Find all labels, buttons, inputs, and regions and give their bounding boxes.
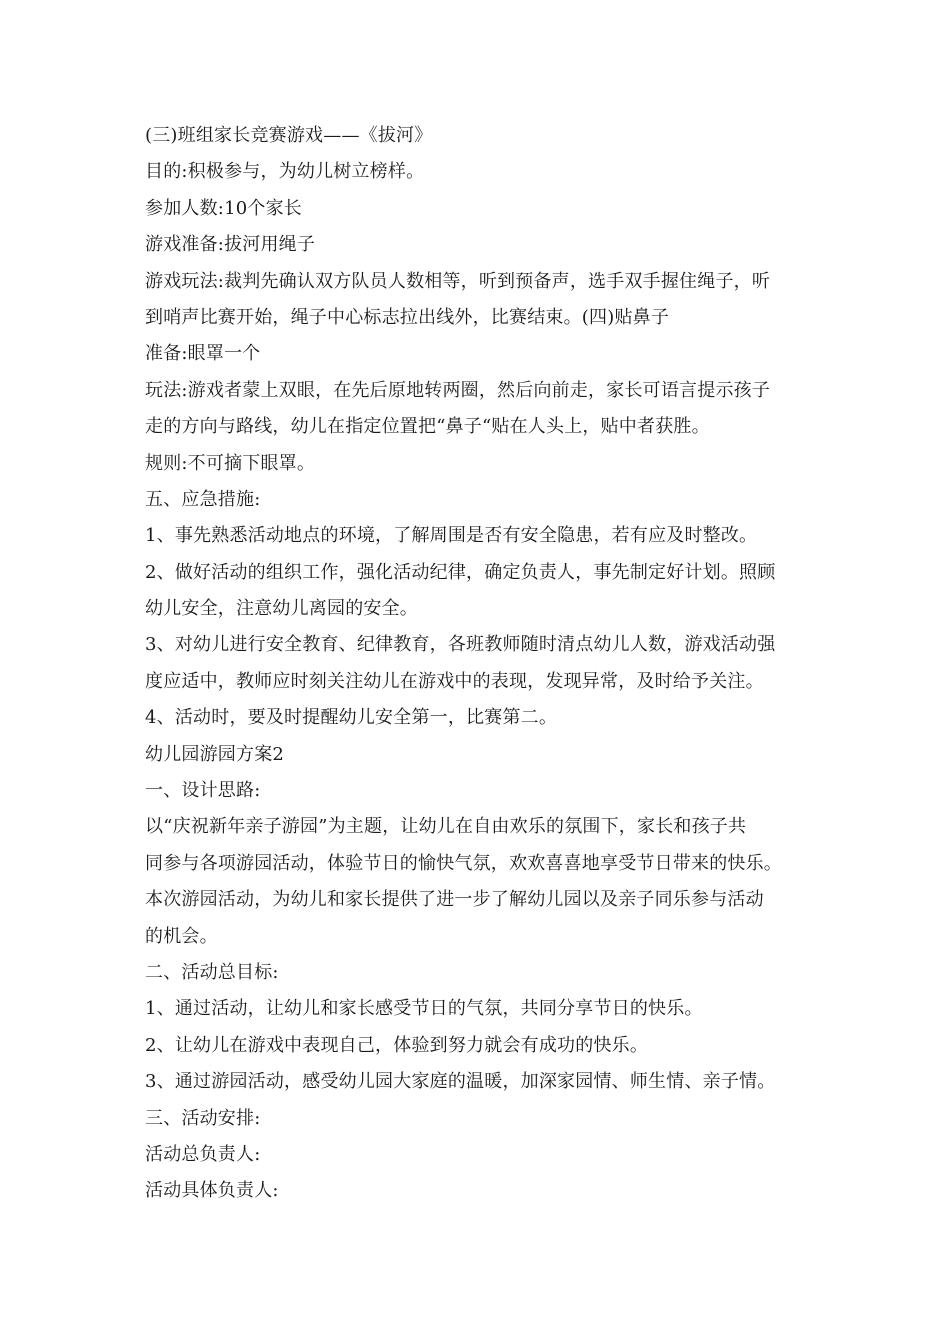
paragraph-line: 游戏准备:拔河用绳子 (145, 234, 316, 256)
paragraph-line: 本次游园活动，为幼儿和家长提供了进一步了解幼儿园以及亲子同乐参与活动 (145, 889, 764, 911)
paragraph-line: 玩法:游戏者蒙上双眼，在先后原地转两圈，然后向前走，家长可语言提示孩子 (145, 379, 771, 401)
list-item: 1、事先熟悉活动地点的环境，了解周围是否有安全隐患，若有应及时整改。 (145, 525, 758, 547)
paragraph-line: 到哨声比赛开始，绳子中心标志拉出线外，比赛结束。(四)贴鼻子 (145, 306, 670, 328)
section-heading-tug-of-war: (三)班组家长竞赛游戏——《拔河》 (145, 125, 433, 146)
paragraph-line: 目的:积极参与，为幼儿树立榜样。 (145, 161, 425, 183)
paragraph-line: 的机会。 (145, 925, 218, 947)
document-body (145, 118, 825, 1210)
list-item: 2、做好活动的组织工作，强化活动纪律，确定负责人，事先制定好计划。照顾 (145, 561, 776, 583)
list-item: 1、通过活动，让幼儿和家长感受节日的气氛，共同分享节日的快乐。 (145, 998, 703, 1020)
section-heading-emergency: 五、应急措施: (145, 488, 261, 510)
list-item: 2、让幼儿在游戏中表现自己，体验到努力就会有成功的快乐。 (145, 1034, 649, 1056)
document-subtitle: 幼儿园游园方案2 (145, 743, 285, 765)
list-item: 3、通过游园活动，感受幼儿园大家庭的温暖，加深家园情、师生情、亲子情。 (145, 1071, 776, 1093)
paragraph-line: 规则:不可摘下眼罩。 (145, 452, 316, 474)
section-heading-arrangement: 三、活动安排: (145, 1107, 261, 1129)
paragraph-line: 幼儿安全，注意幼儿离园的安全。 (145, 598, 418, 620)
paragraph-line: 走的方向与路线，幼儿在指定位置把“鼻子“贴在人头上，贴中者获胜。 (145, 416, 710, 438)
list-item: 4、活动时，要及时提醒幼儿安全第一，比赛第二。 (145, 707, 558, 729)
paragraph-line: 游戏玩法:裁判先确认双方队员人数相等，听到预备声，选手双手握住绳子，听 (145, 270, 771, 292)
paragraph-line: 同参与各项游园活动，体验节日的愉快气氛，欢欢喜喜地享受节日带来的快乐。 (145, 852, 782, 874)
paragraph-line: 活动具体负责人: (145, 1180, 279, 1202)
paragraph-line: 以“庆祝新年亲子游园”为主题，让幼儿在自由欢乐的氛围下，家长和孩子共 (145, 816, 747, 838)
section-heading-goals: 二、活动总目标: (145, 961, 279, 983)
paragraph-line: 参加人数:10个家长 (145, 197, 302, 219)
list-item: 3、对幼儿进行安全教育、纪律教育，各班教师随时清点幼儿人数，游戏活动强 (145, 634, 776, 656)
paragraph-line: 准备:眼罩一个 (145, 343, 261, 365)
paragraph-line: 度应适中，教师应时刻关注幼儿在游戏中的表现，发现异常，及时给予关注。 (145, 670, 764, 692)
section-heading-design: 一、设计思路: (145, 780, 261, 802)
paragraph-line: 活动总负责人: (145, 1143, 261, 1165)
